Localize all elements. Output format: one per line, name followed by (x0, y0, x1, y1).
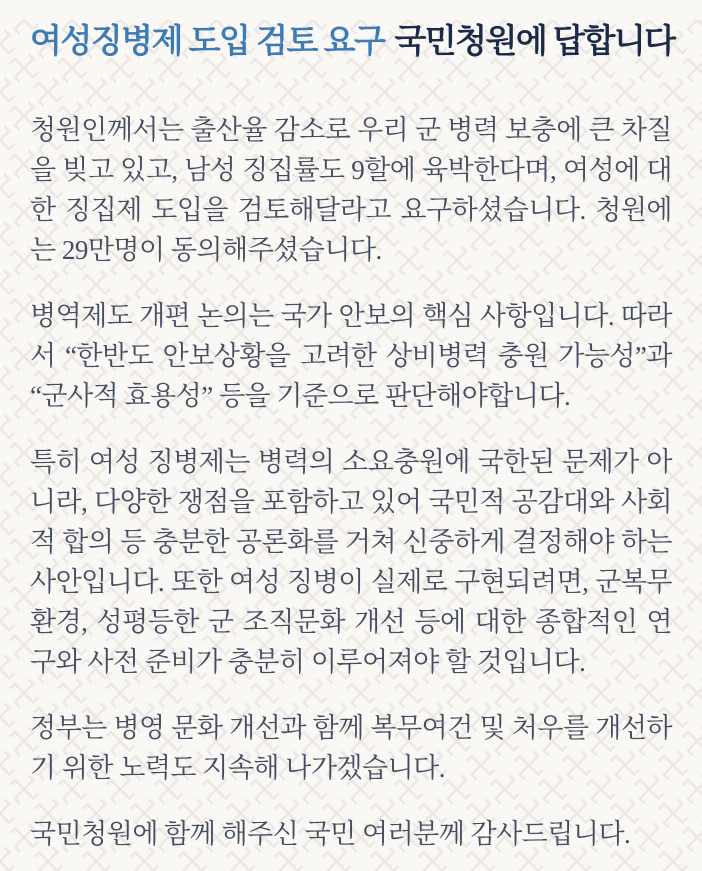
page-title (30, 20, 675, 64)
paragraph-thanks: 국민청원에 함께 해주신 국민 여러분께 감사드립니다. (30, 819, 631, 849)
paragraph-public-consensus: 특히 여성 징병제는 병력의 소요충원에 국한된 문제가 아니라, 다양한 쟁점을 포함하고 있어 국민적 공감대와 사회적 합의 등 충분한 공론화를 거쳐 신중하게 결정해야 하는 사안입니다. 또한 여성 징병이 실제로 구현되려면, 군복무 환경, 성평등한 군 조직문화 개선 등에 대한 종합적인 연구와 사전 준비가 충분히 이루어져야 할 것입니다. (30, 447, 672, 677)
paragraph-government-effort: 정부는 병영 문화 개선과 함께 복무여건 및 처우를 개선하기 위한 노력도 지속해 나가겠습니다. (30, 713, 672, 783)
petition-answer-body (0, 20, 702, 854)
title-rest: 국민청원에 답합니다 (394, 24, 675, 60)
paragraph-security-criteria: 병역제도 개편 논의는 국가 안보의 핵심 사항입니다. 따라서 “한반도 안보상황을 고려한 상비병력 충원 가능성”과 “군사적 효용성” 등을 기준으로 판단해야합니다. (30, 301, 672, 411)
paragraph-petition-summary: 청원인께서는 출산율 감소로 우리 군 병력 보충에 큰 차질을 빚고 있고, 남성 징집률도 9할에 육박한다며, 여성에 대한 징집제 도입을 검토해달라고 요구하셨습니다. 청원에는 29만명이 동의해주셨습니다. (30, 115, 672, 265)
title-highlight: 여성징병제 도입 검토 요구 (30, 24, 385, 60)
petition-answer-card (0, 20, 702, 871)
